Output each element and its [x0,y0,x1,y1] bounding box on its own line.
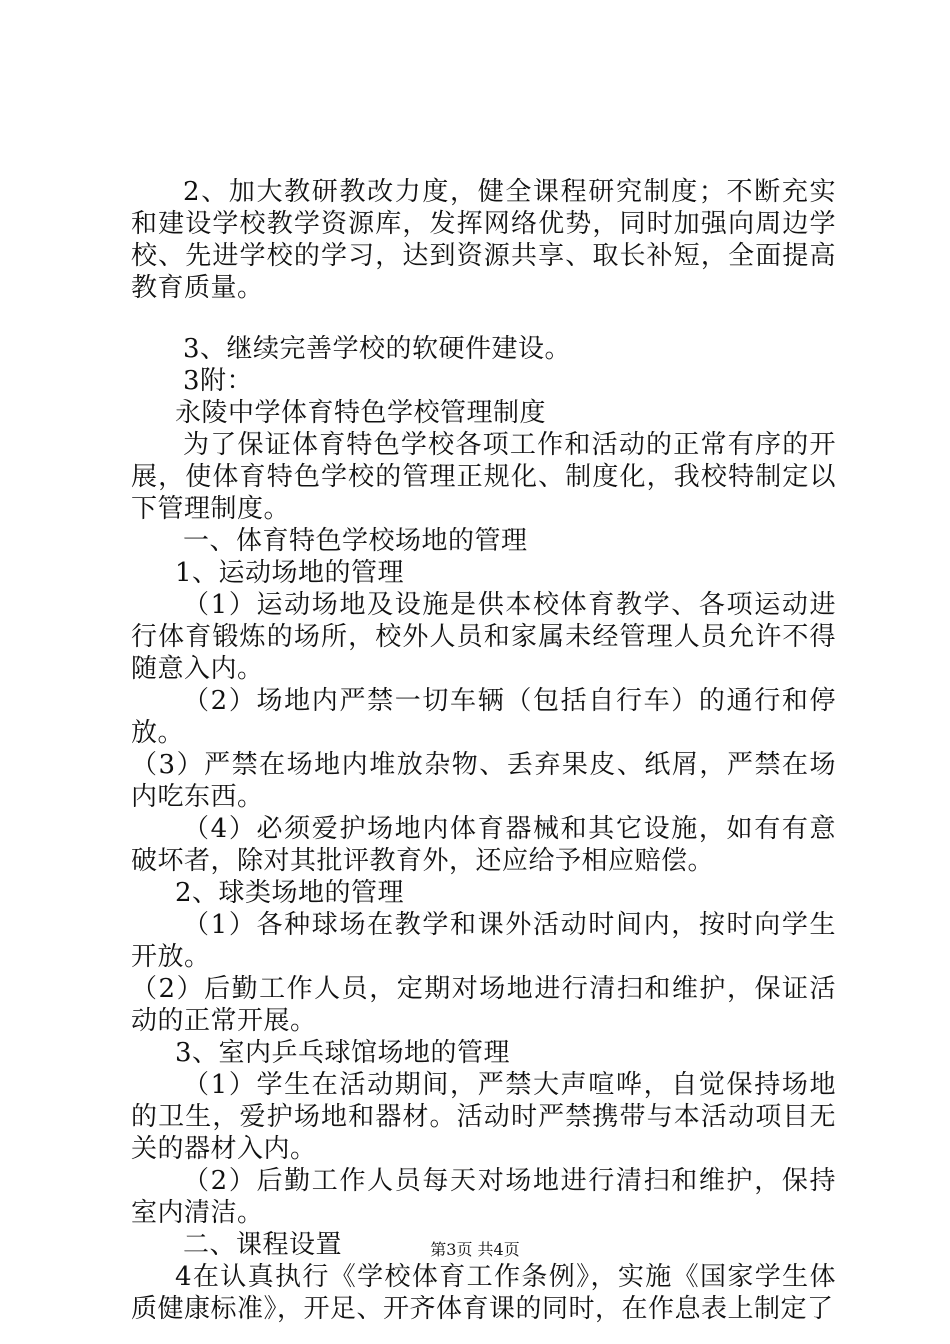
rule-item: （2）场地内严禁一切车辆（包括自行车）的通行和停放。 [131,686,836,748]
subsection-heading-sports-field: 1、运动场地的管理 [175,558,405,588]
paragraph-intro: 为了保证体育特色学校各项工作和活动的正常有序的开展，使体育特色学校的管理正规化、制度化，我校特制定以下管理制度。 [131,430,836,524]
rule-item: （3）严禁在场地内堆放杂物、丢弃果皮、纸屑，严禁在场内吃东西。 [131,750,836,812]
section-heading-curriculum: 二、课程设置 [183,1230,343,1260]
subsection-heading-table-tennis: 3、室内乒乓球馆场地的管理 [175,1038,511,1068]
section-heading-venue-management: 一、体育特色学校场地的管理 [183,526,528,556]
rule-item: （2）后勤工作人员每天对场地进行清扫和维护，保持室内清洁。 [131,1166,836,1228]
subsection-heading-ball-courts: 2、球类场地的管理 [175,878,405,908]
rule-item: （1）运动场地及设施是供本校体育教学、各项运动进行体育锻炼的场所，校外人员和家属未经管理人员允许不得随意入内。 [131,590,836,684]
rule-item: （1）学生在活动期间，严禁大声喧哗，自觉保持场地的卫生，爱护场地和器材。活动时严禁携带与本活动项目无关的器材入内。 [131,1070,836,1164]
page-footer: 第3页 共4页 [430,1240,520,1259]
paragraph-appendix-label: 3附： [183,366,254,396]
rule-item: （4）必须爱护场地内体育器械和其它设施，如有有意破坏者，除对其批评教育外，还应给予相应赔偿。 [131,814,836,876]
paragraph-curriculum: 4在认真执行《学校体育工作条例》，实施《国家学生体质健康标准》，开足、开齐体育课的同时，在作息表上制定了 [131,1262,836,1324]
rule-item: （2）后勤工作人员，定期对场地进行清扫和维护，保证活动的正常开展。 [131,974,836,1036]
paragraph-facilities: 3、继续完善学校的软硬件建设。 [183,334,572,364]
document-subtitle: 永陵中学体育特色学校管理制度 [175,398,547,428]
paragraph-teaching-research: 2、加大教研教改力度，健全课程研究制度；不断充实和建设学校教学资源库，发挥网络优势，同时加强向周边学校、先进学校的学习，达到资源共享、取长补短，全面提高教育质量。 [131,177,836,303]
document-body [131,176,836,1325]
rule-item: （1）各种球场在教学和课外活动时间内，按时向学生开放。 [131,910,836,972]
